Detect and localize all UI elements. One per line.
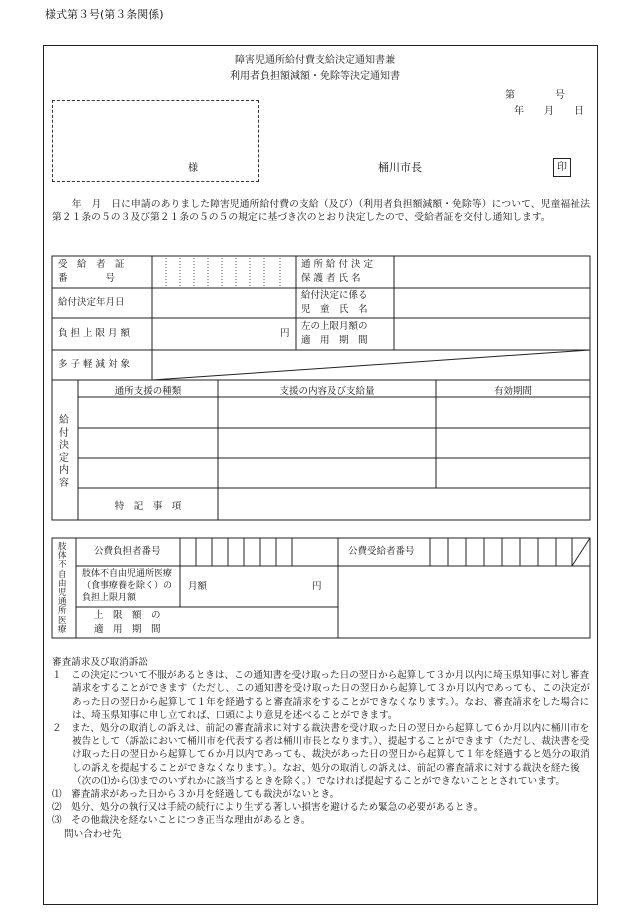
medical-period-label-1: 上 限 額 の [94, 610, 161, 621]
decision-content-vertical-label: 給付決定内容 [59, 415, 69, 489]
medical-burden-label-3: 負担上限月額 [82, 593, 137, 603]
document-date-label: 年 月 日 [514, 106, 584, 117]
multi-child-label: 多子軽減対象 [58, 359, 134, 370]
recipient-number-label-1: 受 給 者 証 [58, 259, 125, 270]
child-label-1: 給付決定に係る [301, 290, 368, 301]
monthly-amount-yen: 円 [312, 581, 322, 592]
medical-burden-label-2: （食事療養を除く）の [82, 581, 173, 591]
special-notes-label: 特 記 事 項 [114, 501, 182, 512]
col-valid-period: 有効期間 [493, 386, 532, 397]
decision-date-label: 給付決定年月日 [58, 297, 125, 308]
document-number-label: 第 号 [505, 90, 565, 101]
appeal-item-1: １ この決定について不服があるときは、この通知書を受け取った日の翌日から起算して３か月以内に埼玉県知事に対し審査請求をすることができます（ただし、この通知書を受け取った日の翌日から起算して３か月以内であっても、この決定があった日の翌日から起算して１年を経過すると審査請求をすることができなくなります。）。なお、審査請求をした場合には、埼玉県知事に申し立てれば、口頭により意見を述べることができます。 [52, 670, 590, 721]
public-payer-number-label: 公費負担者番号 [94, 546, 161, 557]
guardian-label-2: 保護者氏名 [301, 273, 364, 284]
appeal-sub-2: ⑵ 処分、処分の執行又は手続の続行により生ずる著しい損害を避けるため緊急の必要があるとき。 [52, 802, 484, 814]
recipient-number-label-2: 番 号 [58, 273, 116, 284]
burden-limit-yen: 円 [280, 328, 290, 339]
appeal-section [52, 656, 592, 841]
medical-vertical-label: 肢体不自由児通所医療 [58, 542, 67, 635]
addressee-suffix: 様 [188, 163, 198, 174]
medical-period-label-2: 適 用 期 間 [94, 624, 161, 635]
issuer-name: 桶川市長 [378, 161, 422, 174]
form-number: 様式第３号(第３条関係) [45, 8, 164, 21]
appeal-heading: 審査請求及び取消訴訟 [52, 657, 148, 668]
appeal-sub-1: ⑴ 審査請求があった日から３か月を経過しても裁決がないとき。 [52, 789, 340, 801]
intro-paragraph: 年 月 日に申請のありました障害児通所給付費の支給（及び）（利用者負担額減額・免除等）について、児童福祉法第２１条の５の３及び第２１条の５の５の規定に基づき次のとおり決定したので、受給者証を交付し通知します。 [52, 199, 590, 224]
col-service-type: 通所支援の種類 [114, 386, 182, 397]
monthly-amount-label: 月額 [188, 581, 208, 592]
guardian-label-1: 通所給付決定 [301, 259, 377, 270]
period-label-1: 左の上限月額の [301, 321, 368, 332]
child-label-2: 児 童 氏 名 [301, 304, 368, 315]
col-support-amount: 支援の内容及び支給量 [279, 386, 375, 397]
document-title-line2: 利用者負担額減額・免除等決定通知書 [230, 71, 400, 82]
period-label-2: 適 用 期 間 [301, 335, 368, 346]
appeal-sub-3: ⑶ その他裁決を経ないことにつき正当な理由があるとき。 [52, 815, 311, 827]
seal-mark: 印 [553, 158, 571, 177]
burden-limit-label: 負担上限月額 [58, 328, 134, 339]
medical-burden-label-1: 肢体不自由児通所医療 [82, 569, 173, 579]
public-recipient-number-label: 公費受給者番号 [348, 546, 415, 557]
contact-label: 問い合わせ先 [64, 828, 122, 840]
document-title-line1: 障害児通所給付費支給決定通知書兼 [235, 55, 395, 66]
appeal-item-2: ２ また、処分の取消しの訴えは、前記の審査請求に対する裁決書を受け取った日の翌日から起算して６か月以内に桶川市を被告として（訴訟において桶川市を代表する者は桶川市長となります。）、提起することができます（ただし、裁決書を受け取った日の翌日から起算して６か月以内であっても、裁決があった日の翌日から起算して１年を経過すると処分の取消しの訴えを提起することができなくなります。）。なお、処分の取消しの訴えは、前記の審査請求に対する裁決を経た後（次の⑴から⑶までのいずれかに該当するときを除く。）でなければ提起することができないこととされています。 [52, 723, 590, 787]
